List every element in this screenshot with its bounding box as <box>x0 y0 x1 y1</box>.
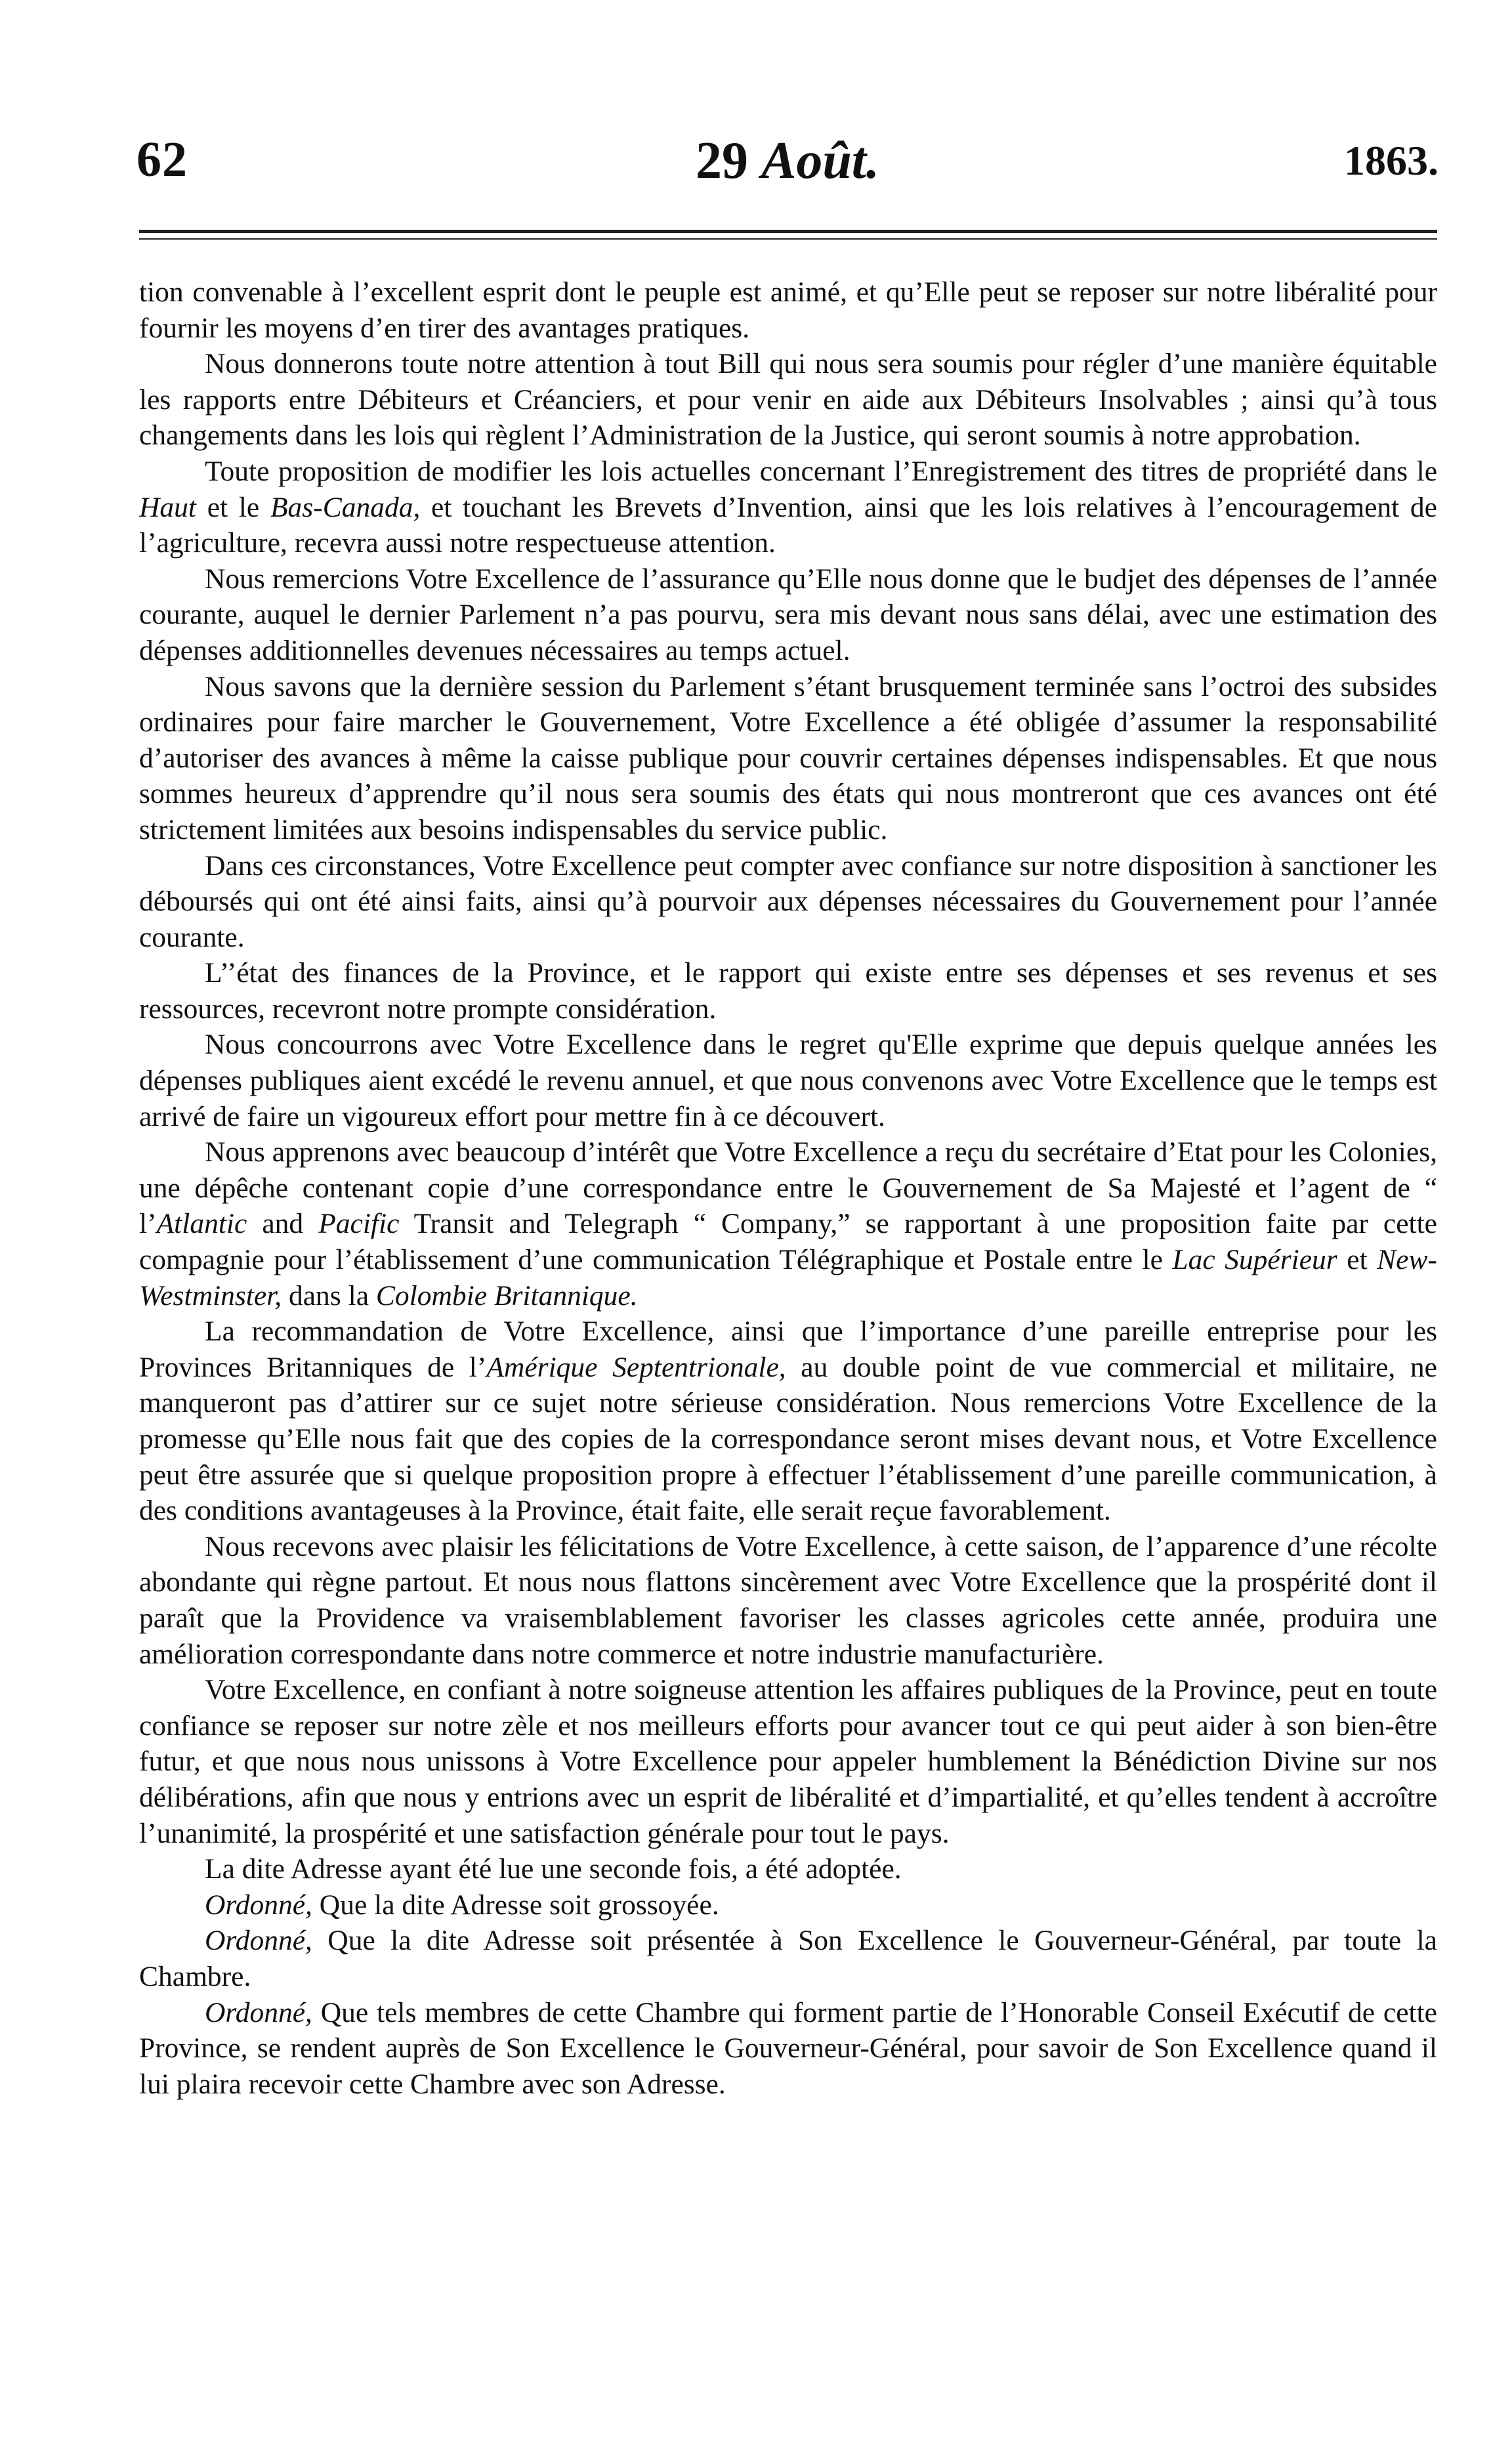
header-date-day: 29 <box>695 132 748 190</box>
body-text <box>139 274 1437 2102</box>
running-head <box>136 131 1438 210</box>
header-rule-thin <box>139 238 1437 240</box>
text-run: tion convenable à l’excellent esprit dont le peuple est animé, et qu’Elle peut se reposer sur notre libéralité pour fournir les moyens d’en tirer des avantages pratiques. <box>139 276 1437 344</box>
text-run: Nous remercions Votre Excellence de l’assurance qu’Elle nous donne que le budjet des dépenses de l’année courante, auquel le dernier Parlement n’a pas pourvu, sera mis devant nous sans délai, avec une estimation des dépenses additionnelles devenues nécessaires au temps actuel. <box>139 563 1437 666</box>
paragraph <box>139 1851 1437 1887</box>
text-run: Nous donnerons toute notre attention à tout Bill qui nous sera soumis pour régler d’une manière équitable les rapports entre Débiteurs et Créanciers, et pour venir en aide aux Débiteurs Insolvables ; ainsi qu’à tous changements dans les lois qui règlent l’Administration de la Justice, qui seront soumis à notre approbation. <box>139 348 1437 452</box>
header-rule <box>139 230 1437 240</box>
paragraph <box>139 955 1437 1027</box>
header-year: 1863. <box>1344 137 1438 184</box>
italic-text: Ordonné, <box>205 1996 312 2028</box>
header-rule-thick <box>139 230 1437 233</box>
page-number: 62 <box>136 132 188 187</box>
text-run: L’’état des finances de la Province, et le rapport qui existe entre ses dépenses et ses revenus et ses ressources, recevront notre prompte considération. <box>139 957 1437 1025</box>
italic-text: New-Westminster, <box>139 1244 1437 1312</box>
text-run: Nous apprenons avec beaucoup d’intérêt que Votre Excellence a reçu du secrétaire d’Etat pour les Colonies, une dépêche contenant copie d’une correspondance entre le Gouvernement de Sa Majesté et l’agent de “ l’ <box>139 1136 1437 1240</box>
paragraph <box>139 1672 1437 1851</box>
italic-text: Haut <box>139 491 196 523</box>
text-run: La dite Adresse ayant été lue une seconde fois, a été adoptée. <box>205 1853 902 1885</box>
text-run: Nous recevons avec plaisir les félicitations de Votre Excellence, à cette saison, de l’apparence d’une récolte abondante qui règne partout. Et nous nous flattons sincèrement avec Votre Excellence que la prospérité dont il paraît que la Providence va vraisemblablement favoriser les classes agricoles cette année, produira une amélioration correspondante dans notre commerce et notre industrie manufacturière. <box>139 1530 1437 1670</box>
text-run: dans la <box>282 1279 376 1312</box>
italic-text: Lac Supérieur <box>1172 1244 1337 1276</box>
italic-text: Bas-Canada, <box>270 491 421 523</box>
text-run: au double point de vue commercial et militaire, ne manqueront pas d’attirer sur ce sujet notre sérieuse considération. Nous remercions Votre Excellence de la promesse qu’Elle nous fait que des copies de la correspondance seront mises devant nous, et Votre Excellence peut être assurée que si quelque proposition propre à effectuer l’établissement d’une pareille communication, à des conditions avantageuses à la Province, était faite, elle serait reçue favorablement. <box>139 1351 1437 1527</box>
text-run: Transit and Telegraph “ Company,” se rapportant à une proposition faite par cette compagnie pour l’établissement d’une communication Télégraphique et Postale entre le <box>139 1208 1437 1276</box>
text-run: Nous concourrons avec Votre Excellence dans le regret qu'Elle exprime que depuis quelque années les dépenses publiques aient excédé le revenu annuel, et que nous convenons avec Votre Excellence que le temps est arrivé de faire un vigoureux effort pour mettre fin à ce découvert. <box>139 1029 1437 1132</box>
text-run: et touchant les Brevets d’Invention, ainsi que les lois relatives à l’encouragement de l’agriculture, recevra aussi notre respectueuse attention. <box>139 491 1437 559</box>
paragraph <box>139 1529 1437 1672</box>
text-run: La recommandation de Votre Excellence, ainsi que l’importance d’une pareille entreprise pour les Provinces Britanniques de l’ <box>139 1316 1437 1383</box>
paragraph <box>139 669 1437 848</box>
paragraph <box>139 1923 1437 1994</box>
text-run: Dans ces circonstances, Votre Excellence peut compter avec confiance sur notre disposition à sanctioner les déboursés qui ont été ainsi faits, ainsi qu’à pourvoir aux dépenses nécessaires du Gouvernement pour l’année courante. <box>139 849 1437 953</box>
text-run: Nous savons que la dernière session du Parlement s’étant brusquement terminée sans l’octroi des subsides ordinaires pour faire marcher le Gouvernement, Votre Excellence a été obligée d’assumer la responsabilité d’autoriser des avances à même la caisse publique pour couvrir certaines dépenses indispensables. Et que nous sommes heureux d’apprendre qu’il nous sera soumis des états qui nous montreront que ces avances ont été strictement limitées aux besoins indispensables du service public. <box>139 670 1437 845</box>
header-date <box>136 131 1438 191</box>
paragraph <box>139 454 1437 561</box>
italic-text: Atlantic <box>156 1208 247 1240</box>
paragraph <box>139 561 1437 669</box>
paragraph <box>139 274 1437 346</box>
italic-text: Colombie Britannique. <box>375 1279 638 1312</box>
paragraph <box>139 848 1437 956</box>
text-run: Toute proposition de modifier les lois actuelles concernant l’Enregistrement des titres de propriété dans le <box>205 455 1437 487</box>
text-run: et le <box>196 491 270 523</box>
paragraph <box>139 1134 1437 1314</box>
paragraph <box>139 1887 1437 1923</box>
paragraph <box>139 346 1437 454</box>
paragraph <box>139 1027 1437 1134</box>
italic-text: Pacific <box>318 1208 400 1240</box>
italic-text: Ordonné, <box>205 1925 312 1957</box>
text-run: Votre Excellence, en confiant à notre soigneuse attention les affaires publiques de la Province, peut en toute confiance se reposer sur notre zèle et nos meilleurs efforts pour avancer tout ce qui peut aider à son bien-être futur, et que nous nous unissons à Votre Excellence pour appeler humblement la Bénédiction Divine sur nos délibérations, afin que nous y entrions avec un esprit de libéralité et d’impartialité, et qu’elles tendent à accroître l’unanimité, la prospérité et une satisfaction générale pour tout le pays. <box>139 1674 1437 1849</box>
text-run: and <box>247 1208 319 1240</box>
text-run: Que la dite Adresse soit présentée à Son Excellence le Gouverneur-Général, par toute la Chambre. <box>139 1925 1437 1992</box>
header-date-month: Août. <box>761 132 880 190</box>
text-run: et <box>1337 1244 1377 1276</box>
italic-text: Ordonné, <box>205 1889 312 1921</box>
text-run: Que la dite Adresse soit grossoyée. <box>312 1889 719 1921</box>
italic-text: Amérique Septentrionale, <box>486 1351 786 1383</box>
paragraph <box>139 1314 1437 1529</box>
text-run: Que tels membres de cette Chambre qui forment partie de l’Honorable Conseil Exécutif de cette Province, se rendent auprès de Son Excellence le Gouverneur-Général, pour savoir de Son Excellence quand il lui plaira recevoir cette Chambre avec son Adresse. <box>139 1996 1437 2100</box>
paragraph <box>139 1995 1437 2103</box>
